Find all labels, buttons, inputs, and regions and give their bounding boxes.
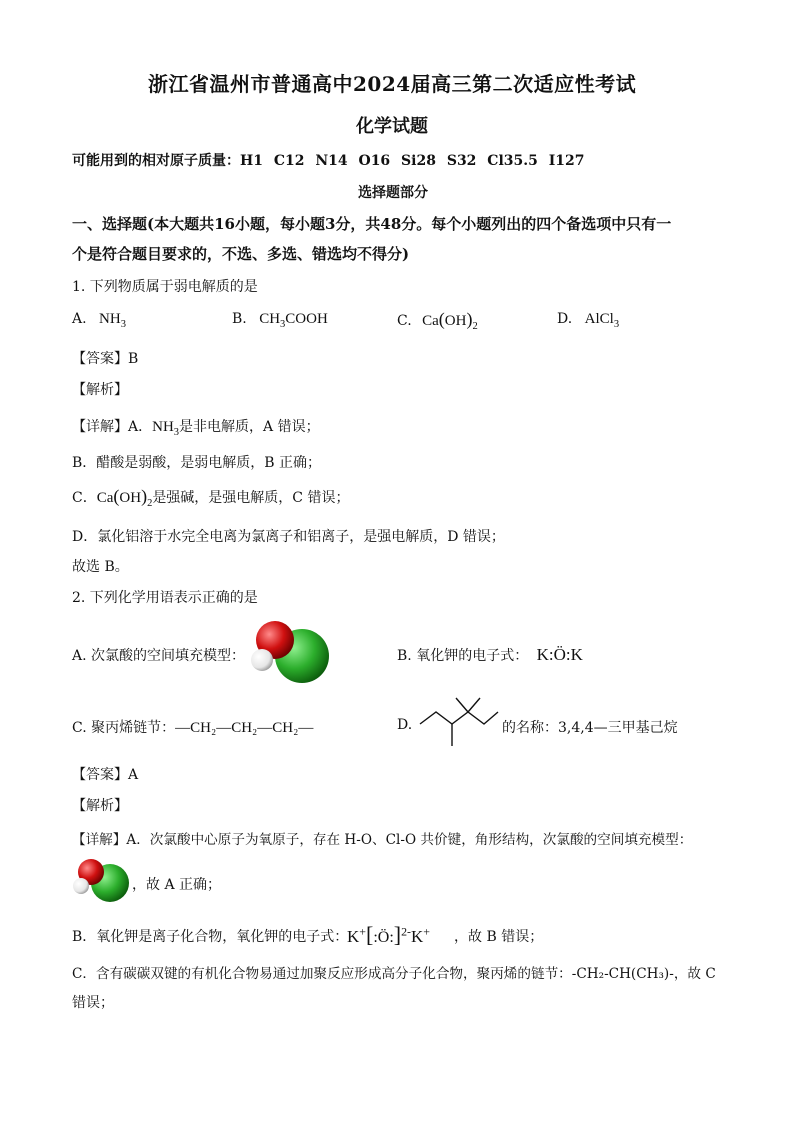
option-label: C. — [397, 313, 412, 329]
q2-option-b[interactable]: B. 氧化钾的电子式： K:Ö:K — [397, 645, 583, 664]
q1-detail-c: C．$Ca(OH)_2$是强碱，是强电解质，C 错误； — [72, 486, 350, 509]
formula: $NH_3$ — [152, 419, 180, 438]
q2-detail-c-line-2: 错误； — [72, 995, 114, 1011]
q2-detail-a-tail: ，故 A 正确； — [132, 877, 222, 893]
q2-option-d-label[interactable]: D. — [397, 717, 413, 733]
q1-detail-b: B．醋酸是弱酸，是弱电解质，B 正确； — [72, 455, 322, 471]
option-label: D. — [557, 311, 573, 327]
instructions-line-1: 一、选择题(本大题共16小题，每小题3分，共48分。每个小题列出的四个备选项中只有一 — [72, 215, 672, 233]
q2-option-c[interactable]: C. 聚丙烯链节：—CH₂—CH₂—CH₂— — [72, 720, 314, 736]
q1-detail-a: 【详解】A．$NH_3$是非电解质，A 错误； — [72, 419, 320, 438]
q1-option-b[interactable] — [232, 311, 328, 330]
q2-stem: 2. 下列化学用语表示正确的是 — [72, 590, 258, 606]
k2o-ionic-formula: K+[:Ö:]$^{2-}$K+ — [347, 922, 431, 947]
q1-conclusion: 故选 B。 — [72, 559, 129, 575]
q1-option-a[interactable] — [72, 311, 126, 330]
q2-detail-a: 【详解】A．次氯酸中心原子为氧原子，存在 H-O、Cl-O 共价键，角形结构，次氯酸的空间填充模型： — [72, 832, 693, 848]
q2-answer: 【答案】A — [72, 767, 139, 783]
q2-option-a[interactable]: A. 次氯酸的空间填充模型： — [72, 648, 246, 664]
hydrogen-atom — [73, 878, 89, 894]
q2-analysis-label: 【解析】 — [72, 798, 128, 814]
q2-detail-b: B．氧化钾是离子化合物，氧化钾的电子式： — [72, 929, 349, 945]
q1-answer: 【答案】B — [72, 351, 139, 367]
page-title: 浙江省温州市普通高中2024届高三第二次适应性考试 — [148, 72, 637, 96]
q1-option-d[interactable] — [557, 311, 619, 330]
q2-detail-b-tail: ，故 B 错误； — [454, 929, 544, 945]
section-title: 选择题部分 — [358, 185, 428, 201]
formula: $Ca(OH)_2$ — [96, 486, 153, 509]
formula: $CH_3COOH$ — [259, 311, 328, 330]
q1-analysis-label: 【解析】 — [72, 382, 128, 398]
q1-detail-d: D．氯化铝溶于水完全电离为氯离子和铝离子，是强电解质，D 错误； — [72, 529, 505, 545]
q2-detail-c-line-1: C．含有碳碳双键的有机化合物易通过加聚反应形成高分子化合物，聚丙烯的链节：-CH₂-CH(CH₃)-，故 C — [72, 966, 716, 982]
hclo-space-filling-model — [246, 618, 332, 688]
option-label: B. — [232, 311, 247, 327]
potassium-oxide-electron-formula: K:Ö:K — [536, 645, 583, 664]
skeletal-formula — [418, 696, 500, 752]
hydrogen-atom — [251, 649, 273, 671]
instructions-line-2: 个是符合题目要求的，不选、多选、错选均不得分) — [72, 245, 410, 263]
page-subtitle: 化学试题 — [356, 116, 428, 137]
hclo-space-filling-model-small — [70, 857, 132, 905]
q2-option-d-text: 的名称：3,4,4—三甲基己烷 — [502, 720, 678, 736]
option-label: A. — [72, 311, 87, 327]
formula: AlCl$_3$ — [584, 311, 620, 330]
formula: $Ca(OH)_2$ — [422, 309, 478, 332]
q1-option-c[interactable] — [397, 309, 478, 332]
q1-stem: 1. 下列物质属于弱电解质的是 — [72, 279, 258, 295]
atomic-masses: 可能用到的相对原子质量：H1 C12 N14 O16 Si28 S32 Cl35.5 I127 — [72, 153, 585, 169]
formula: —CH₂—CH₂—CH₂— — [175, 720, 314, 736]
formula: $NH_3$ — [99, 311, 126, 330]
